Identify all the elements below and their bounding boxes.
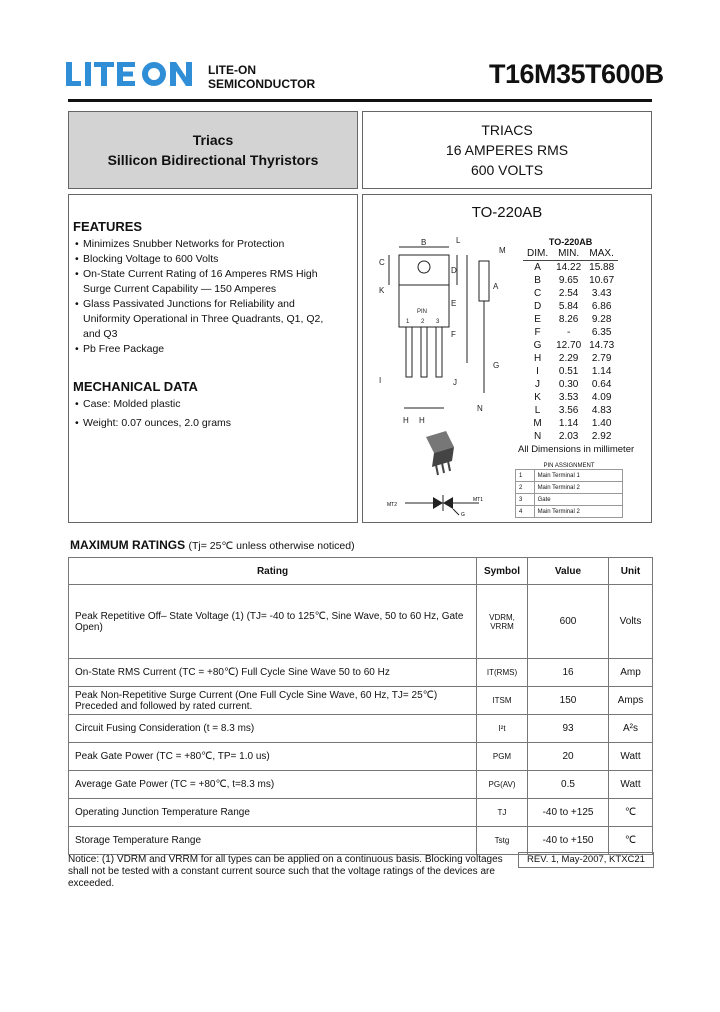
ratings-heading-row xyxy=(70,538,355,552)
pin-no: 3 xyxy=(516,494,535,506)
table-row xyxy=(69,743,653,771)
ratings-heading: MAXIMUM RATINGS xyxy=(70,538,186,552)
dimension-row xyxy=(523,339,618,352)
dim-letter: N xyxy=(533,431,542,442)
dimension-row xyxy=(523,261,618,275)
ratings-table xyxy=(68,557,653,855)
pin-assignment-table xyxy=(515,469,623,518)
pin-function: Main Terminal 2 xyxy=(534,482,622,494)
cell-rating: On-State RMS Current (TC = +80℃) Full Cycle Sine Wave 50 to 60 Hz xyxy=(69,659,477,687)
table-row xyxy=(69,799,653,827)
table-row xyxy=(69,659,653,687)
dimension-row xyxy=(523,287,618,300)
dim-max: 6.86 xyxy=(591,301,612,312)
cell-value: 150 xyxy=(528,687,609,715)
cell-rating: Circuit Fusing Consideration (t = 8.3 ms) xyxy=(69,715,477,743)
features-list xyxy=(75,237,337,357)
dimension-row xyxy=(523,378,618,391)
dim-min: 14.22 xyxy=(556,262,582,273)
pin-no: 2 xyxy=(516,482,535,494)
dim-min: 9.65 xyxy=(558,275,579,286)
dimension-table-title: TO-220AB xyxy=(548,237,593,247)
features-box xyxy=(68,194,358,523)
cell-symbol: ITSM xyxy=(477,687,528,715)
dim-header: MIN. xyxy=(558,248,580,259)
revision-label: REV. 1, May-2007, KTXC21 xyxy=(518,852,654,868)
dim-max: 10.67 xyxy=(589,275,615,286)
dim-min: 0.51 xyxy=(558,366,579,377)
pin-number: 1 xyxy=(406,319,410,325)
dim-letter: K xyxy=(534,392,541,403)
dim-min: 3.56 xyxy=(558,405,579,416)
dim-max: 4.83 xyxy=(591,405,612,416)
dim-label-e: E xyxy=(451,299,457,308)
table-row xyxy=(69,771,653,799)
pin-assignment xyxy=(515,463,623,518)
mechanical-list xyxy=(75,397,357,431)
cell-unit: Volts xyxy=(609,585,653,659)
dimension-table xyxy=(523,247,618,443)
table-row xyxy=(69,687,653,715)
package-box xyxy=(362,194,652,523)
pin-label: PIN xyxy=(417,309,428,315)
cell-symbol: TJ xyxy=(477,799,528,827)
cell-unit: A²s xyxy=(609,715,653,743)
dim-min: 1.14 xyxy=(558,418,579,429)
dim-letter: G xyxy=(533,340,542,351)
cell-rating: Average Gate Power (TC = +80℃, t=8.3 ms) xyxy=(69,771,477,799)
pin-number: 3 xyxy=(436,319,440,325)
cell-unit: ℃ xyxy=(609,827,653,855)
dim-label-h2: H xyxy=(419,416,425,423)
symbol-mt2: MT2 xyxy=(387,502,397,508)
dimension-row xyxy=(523,313,618,326)
symbol-gate: G xyxy=(461,512,465,517)
dim-max: 1.14 xyxy=(591,366,612,377)
cell-symbol: IT(RMS) xyxy=(477,659,528,687)
cell-rating: Operating Junction Temperature Range xyxy=(69,799,477,827)
title-right-line2: 16 AMPERES RMS xyxy=(445,142,569,158)
dim-min: 3.53 xyxy=(558,392,579,403)
dim-max: 2.92 xyxy=(591,431,612,442)
feature-item: • Pb Free Package xyxy=(75,342,337,357)
dimension-row xyxy=(523,300,618,313)
dimension-row xyxy=(523,365,618,378)
table-row xyxy=(69,827,653,855)
dim-letter: E xyxy=(534,314,541,325)
dim-label-j: J xyxy=(453,378,457,387)
column-header-rating: Rating xyxy=(69,558,477,585)
dimension-note: All Dimensions in millimeter xyxy=(518,444,635,455)
pin-no: 1 xyxy=(516,470,535,482)
dimension-row xyxy=(523,417,618,430)
column-header-symbol: Symbol xyxy=(477,558,528,585)
cell-symbol: VDRM, VRRM xyxy=(477,585,528,659)
dim-letter: I xyxy=(536,366,539,377)
cell-unit: Amp xyxy=(609,659,653,687)
cell-symbol: Tstg xyxy=(477,827,528,855)
cell-symbol: PG(AV) xyxy=(477,771,528,799)
dim-min: 2.03 xyxy=(558,431,579,442)
pin-no: 4 xyxy=(516,506,535,518)
cell-value: 20 xyxy=(528,743,609,771)
dimension-row xyxy=(523,326,618,339)
pin-row xyxy=(516,494,623,506)
mechanical-item: • Case: Molded plastic xyxy=(75,397,357,412)
dim-label-k: K xyxy=(379,286,385,295)
dim-label-m: M xyxy=(499,246,506,255)
dim-max: 9.28 xyxy=(591,314,612,325)
cell-value: -40 to +125 xyxy=(528,799,609,827)
dimension-table-wrap xyxy=(523,237,618,443)
company-name xyxy=(208,63,315,91)
title-left-line2: Sillicon Bidirectional Thyristors xyxy=(107,152,319,168)
pin-row xyxy=(516,506,623,518)
dim-letter: F xyxy=(534,327,541,338)
dim-max: 15.88 xyxy=(589,262,615,273)
cell-value: 600 xyxy=(528,585,609,659)
features-heading: FEATURES xyxy=(73,219,143,234)
cell-rating: Storage Temperature Range xyxy=(69,827,477,855)
pin-assignment-title: PIN ASSIGNMENT xyxy=(543,463,595,469)
dim-header: DIM. xyxy=(527,248,549,259)
dim-min: - xyxy=(566,327,571,338)
cell-rating: Peak Gate Power (TC = +80℃, TP= 1.0 us) xyxy=(69,743,477,771)
dim-letter: J xyxy=(535,379,541,390)
dim-min: 0.30 xyxy=(558,379,579,390)
cell-rating: Peak Non-Repetitive Surge Current (One Full Cycle Sine Wave, 60 Hz, TJ= 25℃) Preceded and followed by rated current. xyxy=(69,687,477,715)
dim-max: 2.79 xyxy=(591,353,612,364)
title-right-box xyxy=(362,111,652,189)
dim-min: 12.70 xyxy=(556,340,582,351)
symbol-mt1: MT1 xyxy=(473,497,483,503)
dim-min: 5.84 xyxy=(558,301,579,312)
liteon-logo-icon xyxy=(66,60,204,90)
cell-value: 0.5 xyxy=(528,771,609,799)
dim-letter: M xyxy=(533,418,542,429)
dim-label-a: A xyxy=(493,282,499,291)
dim-label-c: C xyxy=(379,258,385,267)
company-line2: SEMICONDUCTOR xyxy=(208,77,316,91)
feature-item: • On-State Current Rating of 16 Amperes RMS High Surge Current Capability — 150 Amperes xyxy=(75,267,337,297)
dim-min: 2.54 xyxy=(558,288,579,299)
triac-symbol-icon xyxy=(387,493,487,517)
dim-max: 3.43 xyxy=(591,288,612,299)
feature-item: • Minimizes Snubber Networks for Protection xyxy=(75,237,337,252)
title-left-box xyxy=(68,111,358,189)
dim-max: 1.40 xyxy=(591,418,612,429)
pin-number: 2 xyxy=(421,319,425,325)
cell-unit: ℃ xyxy=(609,799,653,827)
ratings-heading-note: (Tj= 25℃ unless otherwise noticed) xyxy=(188,540,355,552)
title-right-line3: 600 VOLTS xyxy=(470,162,544,178)
dim-min: 2.29 xyxy=(558,353,579,364)
pin-function: Main Terminal 2 xyxy=(534,506,622,518)
dimension-row xyxy=(523,391,618,404)
dim-letter: L xyxy=(534,405,541,416)
cell-value: 16 xyxy=(528,659,609,687)
feature-item: • Blocking Voltage to 600 Volts xyxy=(75,252,337,267)
dimension-row xyxy=(523,274,618,287)
company-line1: LITE-ON xyxy=(208,63,256,77)
column-header-value: Value xyxy=(528,558,609,585)
cell-unit: Watt xyxy=(609,743,653,771)
dim-label-h: H xyxy=(403,416,409,423)
table-row xyxy=(69,585,653,659)
dim-label-n: N xyxy=(477,404,483,413)
cell-unit: Watt xyxy=(609,771,653,799)
dim-max: 14.73 xyxy=(589,340,615,351)
mechanical-item: • Weight: 0.07 ounces, 2.0 grams xyxy=(75,416,357,431)
dimension-row xyxy=(523,352,618,365)
part-number: T16M35T600B xyxy=(489,59,664,89)
mechanical-heading: MECHANICAL DATA xyxy=(73,379,198,394)
dim-label-i: I xyxy=(379,376,382,385)
dim-label-f: F xyxy=(451,330,456,339)
dim-letter: D xyxy=(533,301,542,312)
dim-header: MAX. xyxy=(589,248,614,259)
package-outline-diagram xyxy=(371,233,519,423)
header-rule xyxy=(68,99,652,102)
table-row xyxy=(69,715,653,743)
cell-rating: Peak Repetitive Off– State Voltage (1) (TJ= -40 to 125℃, Sine Wave, 50 to 60 Hz, Gate Open) xyxy=(69,585,477,659)
pin-function: Gate xyxy=(534,494,622,506)
feature-item: • Glass Passivated Junctions for Reliability and Uniformity Operational in Three Quadrants, Q1, Q2, and Q3 xyxy=(75,297,337,342)
title-right-line1: TRIACS xyxy=(481,122,533,138)
column-header-unit: Unit xyxy=(609,558,653,585)
cell-value: 93 xyxy=(528,715,609,743)
cell-symbol: I²t xyxy=(477,715,528,743)
dim-max: 4.09 xyxy=(591,392,612,403)
package-3d-icon xyxy=(418,427,458,477)
dim-label-b: B xyxy=(421,238,427,247)
title-left-line1: Triacs xyxy=(192,132,234,148)
notice-text: Notice: (1) VDRM and VRRM for all types can be applied on a continuous basis. Blocking voltages shall not be tested with a constant current source such that the voltage ratings of the devices are exceeded. xyxy=(68,854,503,889)
dim-min: 8.26 xyxy=(558,314,579,325)
dim-label-l: L xyxy=(456,236,461,245)
brand-logo xyxy=(66,60,204,95)
dim-letter: A xyxy=(534,262,541,273)
package-title: TO-220AB xyxy=(471,204,543,221)
dim-max: 0.64 xyxy=(591,379,612,390)
dim-max: 6.35 xyxy=(591,327,612,338)
dim-label-d: D xyxy=(451,266,457,275)
dim-letter: C xyxy=(533,288,542,299)
dim-letter: B xyxy=(534,275,541,286)
cell-unit: Amps xyxy=(609,687,653,715)
pin-row xyxy=(516,470,623,482)
pin-row xyxy=(516,482,623,494)
dimension-row xyxy=(523,404,618,417)
dimension-row xyxy=(523,430,618,443)
cell-value: -40 to +150 xyxy=(528,827,609,855)
cell-symbol: PGM xyxy=(477,743,528,771)
pin-function: Main Terminal 1 xyxy=(534,470,622,482)
dim-letter: H xyxy=(533,353,542,364)
dim-label-g: G xyxy=(493,361,500,370)
